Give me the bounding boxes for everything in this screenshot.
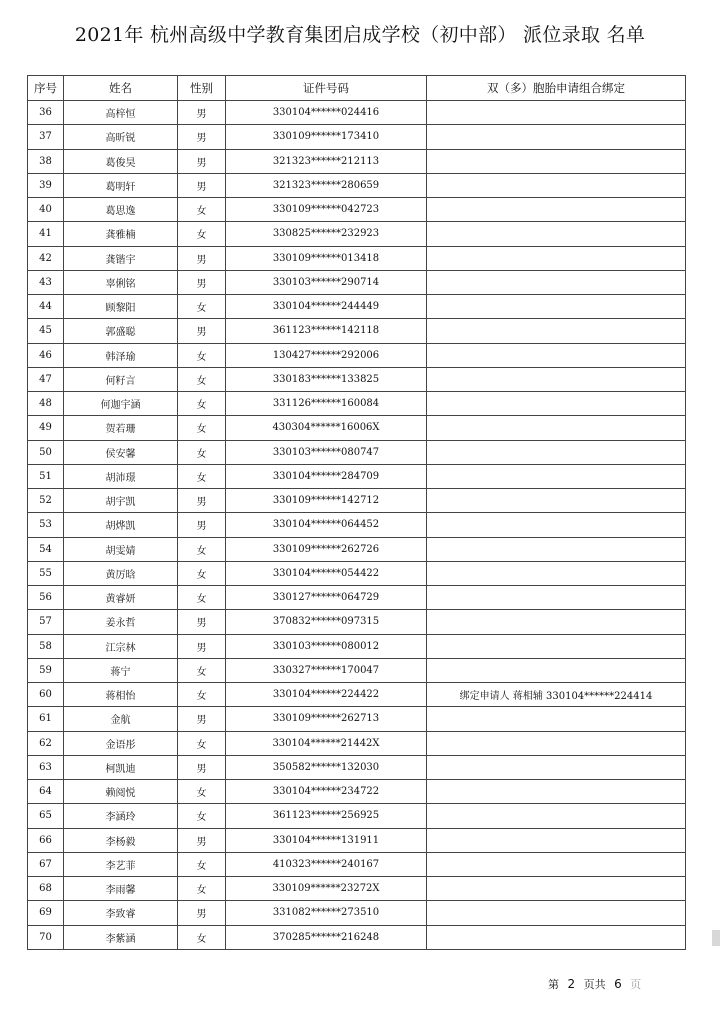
cell-binding [427,343,686,367]
table-row [28,464,686,488]
table-header-row [28,76,686,101]
table-row [28,198,686,222]
cell-gender: 男 [178,610,226,634]
cell-name: 韩泽瑜 [64,343,178,367]
cell-name: 龚雅楠 [64,222,178,246]
cell-binding [427,198,686,222]
cell-seq: 65 [28,804,64,828]
cell-id: 330109******262726 [226,537,427,561]
cell-gender: 女 [178,780,226,804]
cell-gender: 女 [178,416,226,440]
table-row [28,295,686,319]
cell-name: 侯安馨 [64,440,178,464]
cell-id: 330104******024416 [226,101,427,125]
cell-binding [427,246,686,270]
page-edge-mark [712,930,720,946]
cell-name: 金航 [64,707,178,731]
cell-binding [427,731,686,755]
cell-gender: 男 [178,149,226,173]
cell-name: 李雨馨 [64,877,178,901]
cell-seq: 40 [28,198,64,222]
page-title: 2021年 杭州高级中学教育集团启成学校（初中部） 派位录取 名单 [74,24,646,46]
cell-name: 顾黎阳 [64,295,178,319]
cell-seq: 54 [28,537,64,561]
cell-id: 350582******132030 [226,755,427,779]
cell-seq: 59 [28,658,64,682]
cell-id: 321323******280659 [226,173,427,197]
cell-seq: 56 [28,586,64,610]
table-row [28,270,686,294]
cell-name: 葛俊昊 [64,149,178,173]
table-row [28,319,686,343]
cell-name: 黄厉晗 [64,561,178,585]
header-gender: 性别 [178,76,226,101]
cell-binding [427,610,686,634]
table-row [28,804,686,828]
table-row [28,780,686,804]
cell-id: 330109******042723 [226,198,427,222]
cell-seq: 37 [28,125,64,149]
cell-seq: 55 [28,561,64,585]
cell-seq: 38 [28,149,64,173]
cell-binding [427,270,686,294]
cell-binding [427,658,686,682]
cell-gender: 女 [178,537,226,561]
header-id: 证件号码 [226,76,427,101]
cell-seq: 69 [28,901,64,925]
cell-id: 330183******133825 [226,367,427,391]
cell-name: 李致睿 [64,901,178,925]
cell-id: 330109******262713 [226,707,427,731]
table-row [28,610,686,634]
cell-seq: 51 [28,464,64,488]
cell-seq: 41 [28,222,64,246]
table-row [28,877,686,901]
table-row [28,537,686,561]
table-row [28,101,686,125]
cell-gender: 女 [178,925,226,949]
cell-binding [427,295,686,319]
cell-id: 330103******080012 [226,634,427,658]
table-row [28,634,686,658]
cell-gender: 女 [178,683,226,707]
cell-id: 330104******21442X [226,731,427,755]
cell-gender: 男 [178,319,226,343]
cell-gender: 女 [178,343,226,367]
table-row [28,489,686,513]
cell-seq: 57 [28,610,64,634]
cell-id: 331082******273510 [226,901,427,925]
cell-binding [427,755,686,779]
cell-id: 330127******064729 [226,586,427,610]
cell-seq: 49 [28,416,64,440]
cell-name: 江宗林 [64,634,178,658]
cell-gender: 男 [178,125,226,149]
cell-name: 胡沛璟 [64,464,178,488]
cell-binding [427,416,686,440]
cell-binding [427,367,686,391]
cell-binding [427,125,686,149]
cell-seq: 52 [28,489,64,513]
cell-gender: 女 [178,367,226,391]
cell-id: 330825******232923 [226,222,427,246]
cell-name: 黄睿妍 [64,586,178,610]
cell-gender: 男 [178,634,226,658]
cell-seq: 47 [28,367,64,391]
table-row [28,440,686,464]
cell-gender: 男 [178,828,226,852]
table-row [28,173,686,197]
table-row [28,658,686,682]
roster-table-container [27,75,685,950]
table-row [28,561,686,585]
header-seq: 序号 [28,76,64,101]
cell-seq: 42 [28,246,64,270]
table-row [28,586,686,610]
cell-name: 李紫涵 [64,925,178,949]
cell-binding [427,586,686,610]
cell-seq: 66 [28,828,64,852]
cell-gender: 女 [178,464,226,488]
cell-seq: 43 [28,270,64,294]
cell-id: 331126******160084 [226,392,427,416]
cell-seq: 60 [28,683,64,707]
cell-seq: 67 [28,852,64,876]
cell-id: 330109******013418 [226,246,427,270]
cell-name: 金语彤 [64,731,178,755]
cell-name: 赖阅悦 [64,780,178,804]
cell-seq: 53 [28,513,64,537]
cell-name: 胡宇凯 [64,489,178,513]
cell-seq: 62 [28,731,64,755]
header-name: 姓名 [64,76,178,101]
cell-binding [427,707,686,731]
cell-binding [427,101,686,125]
cell-binding [427,222,686,246]
footer-suffix: 页 [630,978,642,991]
cell-gender: 男 [178,246,226,270]
cell-gender: 女 [178,731,226,755]
cell-gender: 女 [178,877,226,901]
cell-binding: 绑定申请人 蒋相辅 330104******224414 [427,683,686,707]
cell-seq: 63 [28,755,64,779]
cell-id: 330109******142712 [226,489,427,513]
table-row [28,125,686,149]
cell-id: 330104******224422 [226,683,427,707]
cell-gender: 女 [178,392,226,416]
table-row [28,683,686,707]
cell-gender: 男 [178,513,226,537]
cell-id: 361123******256925 [226,804,427,828]
cell-binding [427,925,686,949]
cell-id: 330104******284709 [226,464,427,488]
cell-binding [427,440,686,464]
cell-gender: 女 [178,852,226,876]
cell-seq: 70 [28,925,64,949]
cell-name: 李涵玲 [64,804,178,828]
cell-gender: 女 [178,198,226,222]
cell-name: 贺若珊 [64,416,178,440]
cell-gender: 男 [178,489,226,513]
cell-binding [427,634,686,658]
cell-seq: 61 [28,707,64,731]
cell-seq: 44 [28,295,64,319]
cell-gender: 男 [178,901,226,925]
cell-binding [427,173,686,197]
cell-seq: 64 [28,780,64,804]
table-row [28,755,686,779]
cell-id: 330109******173410 [226,125,427,149]
cell-name: 葛思逸 [64,198,178,222]
cell-seq: 58 [28,634,64,658]
table-row [28,828,686,852]
cell-binding [427,804,686,828]
cell-binding [427,561,686,585]
cell-name: 葛明轩 [64,173,178,197]
page-footer [548,976,641,992]
cell-id: 321323******212113 [226,149,427,173]
cell-binding [427,392,686,416]
table-row [28,367,686,391]
cell-gender: 男 [178,173,226,197]
table-row [28,852,686,876]
table-row [28,246,686,270]
cell-id: 330103******290714 [226,270,427,294]
cell-gender: 男 [178,270,226,294]
cell-id: 330104******131911 [226,828,427,852]
cell-gender: 女 [178,561,226,585]
table-row [28,392,686,416]
cell-id: 370285******216248 [226,925,427,949]
cell-binding [427,149,686,173]
cell-seq: 46 [28,343,64,367]
header-binding: 双（多）胞胎申请组合绑定 [427,76,686,101]
cell-name: 何籽言 [64,367,178,391]
cell-seq: 36 [28,101,64,125]
cell-id: 330104******054422 [226,561,427,585]
table-row [28,707,686,731]
cell-id: 370832******097315 [226,610,427,634]
cell-id: 130427******292006 [226,343,427,367]
cell-id: 410323******240167 [226,852,427,876]
cell-binding [427,877,686,901]
table-row [28,416,686,440]
cell-id: 430304******16006X [226,416,427,440]
cell-binding [427,464,686,488]
cell-name: 胡烨凯 [64,513,178,537]
table-row [28,925,686,949]
cell-id: 330104******064452 [226,513,427,537]
cell-id: 330104******234722 [226,780,427,804]
table-row [28,343,686,367]
cell-id: 330327******170047 [226,658,427,682]
cell-gender: 男 [178,101,226,125]
cell-gender: 女 [178,658,226,682]
cell-binding [427,319,686,343]
cell-seq: 48 [28,392,64,416]
cell-binding [427,537,686,561]
cell-seq: 50 [28,440,64,464]
table-row [28,222,686,246]
cell-binding [427,780,686,804]
cell-binding [427,828,686,852]
cell-name: 郭盛聪 [64,319,178,343]
table-row [28,731,686,755]
cell-gender: 女 [178,295,226,319]
cell-name: 胡雯婧 [64,537,178,561]
cell-name: 高昕锐 [64,125,178,149]
cell-id: 330104******244449 [226,295,427,319]
cell-name: 蒋宁 [64,658,178,682]
table-row [28,901,686,925]
cell-binding [427,852,686,876]
cell-name: 李杨毅 [64,828,178,852]
cell-gender: 女 [178,586,226,610]
cell-gender: 男 [178,755,226,779]
cell-seq: 45 [28,319,64,343]
cell-gender: 女 [178,804,226,828]
cell-name: 高梓恒 [64,101,178,125]
cell-seq: 68 [28,877,64,901]
table-body [28,101,686,950]
cell-id: 330109******23272X [226,877,427,901]
cell-name: 辜俐铭 [64,270,178,294]
footer-prefix: 第 [548,978,559,991]
cell-name: 蒋相怡 [64,683,178,707]
cell-name: 柯凯迪 [64,755,178,779]
cell-name: 李艺菲 [64,852,178,876]
roster-table [27,75,686,950]
cell-binding [427,489,686,513]
cell-binding [427,513,686,537]
footer-current-page: 2 [567,977,576,991]
cell-gender: 女 [178,440,226,464]
cell-id: 361123******142118 [226,319,427,343]
footer-middle: 页共 [583,978,606,991]
footer-total-pages: 6 [614,977,622,991]
table-row [28,149,686,173]
cell-name: 龚锴宇 [64,246,178,270]
cell-gender: 男 [178,707,226,731]
table-row [28,513,686,537]
cell-seq: 39 [28,173,64,197]
cell-name: 姜永哲 [64,610,178,634]
cell-gender: 女 [178,222,226,246]
cell-id: 330103******080747 [226,440,427,464]
cell-name: 何迦宇涵 [64,392,178,416]
cell-binding [427,901,686,925]
